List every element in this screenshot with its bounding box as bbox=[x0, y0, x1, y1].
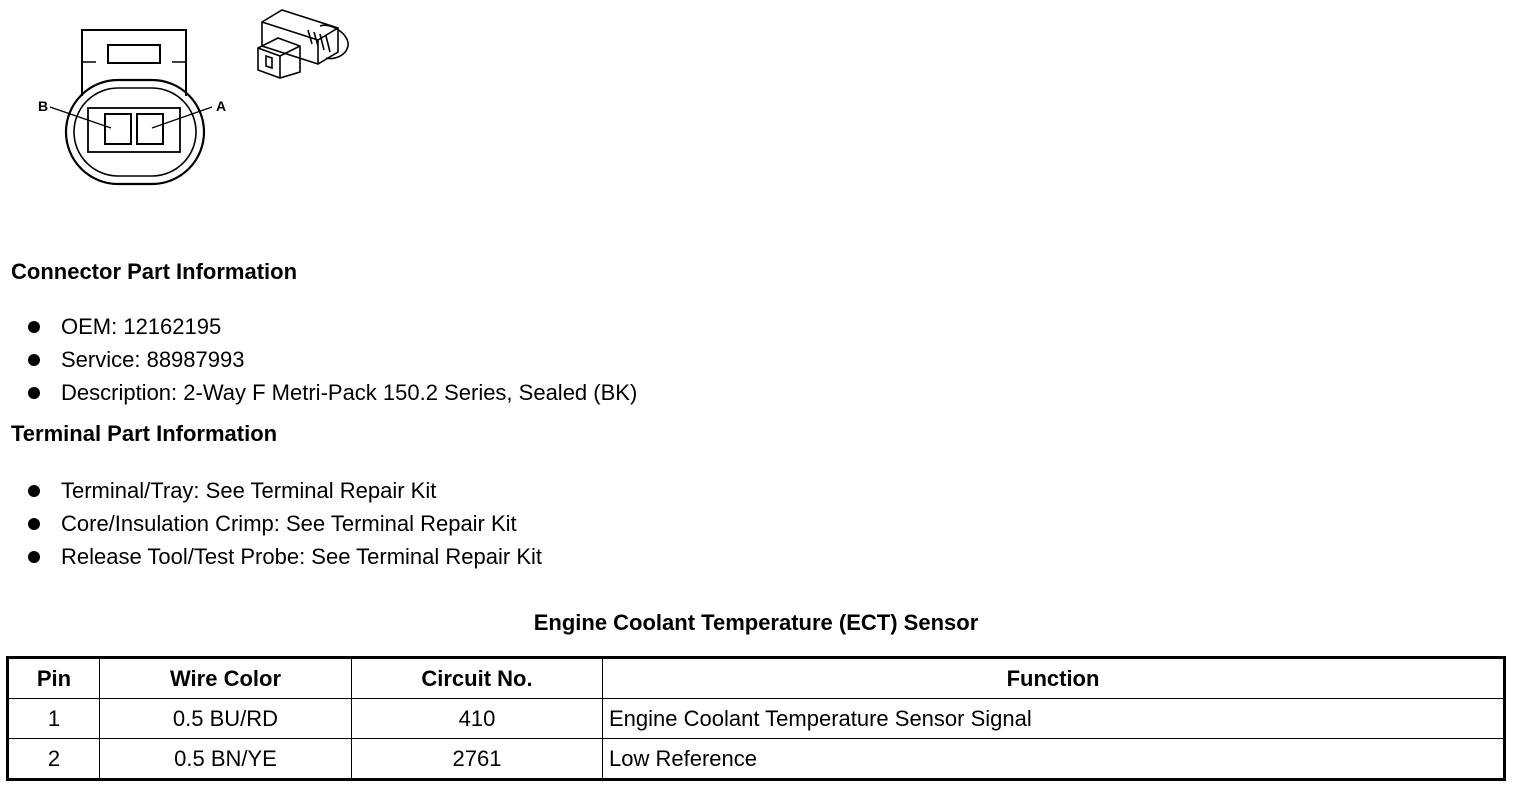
list-item-text: Service: 88987993 bbox=[61, 347, 245, 372]
connector-diagram bbox=[0, 0, 380, 200]
list-item-text: Core/Insulation Crimp: See Terminal Repair Kit bbox=[61, 511, 517, 536]
column-header-function: Function bbox=[603, 658, 1505, 699]
bullet-icon bbox=[28, 485, 40, 497]
terminal-part-info-list bbox=[28, 474, 542, 573]
list-item bbox=[28, 376, 637, 409]
connector-part-info-heading: Connector Part Information bbox=[11, 259, 298, 284]
list-item bbox=[28, 343, 637, 376]
bullet-icon bbox=[28, 387, 40, 399]
table-row bbox=[8, 699, 1505, 739]
cell-circuit-no: 410 bbox=[352, 699, 603, 739]
list-item-text: Release Tool/Test Probe: See Terminal Repair Kit bbox=[61, 544, 542, 569]
cell-wire-color: 0.5 BN/YE bbox=[100, 739, 352, 780]
table-row bbox=[8, 739, 1505, 780]
bullet-icon bbox=[28, 551, 40, 563]
list-item-text: OEM: 12162195 bbox=[61, 314, 222, 339]
list-item bbox=[28, 507, 542, 540]
list-item bbox=[28, 310, 637, 343]
list-item-text: Terminal/Tray: See Terminal Repair Kit bbox=[61, 478, 437, 503]
pin-a-label: A bbox=[216, 98, 227, 114]
cell-circuit-no: 2761 bbox=[352, 739, 603, 780]
cell-pin: 1 bbox=[8, 699, 100, 739]
pin-table bbox=[6, 656, 1506, 781]
bullet-icon bbox=[28, 518, 40, 530]
cell-wire-color: 0.5 BU/RD bbox=[100, 699, 352, 739]
list-item bbox=[28, 540, 542, 573]
column-header-pin: Pin bbox=[8, 658, 100, 699]
cell-pin: 2 bbox=[8, 739, 100, 780]
bullet-icon bbox=[28, 354, 40, 366]
terminal-part-info-heading: Terminal Part Information bbox=[11, 421, 278, 446]
connector-isometric-view bbox=[0, 0, 380, 200]
cell-function: Low Reference bbox=[603, 739, 1505, 780]
list-item bbox=[28, 474, 542, 507]
list-item-text: Description: 2-Way F Metri-Pack 150.2 Series, Sealed (BK) bbox=[61, 380, 638, 405]
column-header-circuit-no: Circuit No. bbox=[352, 658, 603, 699]
pin-b-label: B bbox=[38, 98, 49, 114]
table-header-row bbox=[8, 658, 1505, 699]
connector-part-info-list bbox=[28, 310, 637, 409]
column-header-wire-color: Wire Color bbox=[100, 658, 352, 699]
bullet-icon bbox=[28, 321, 40, 333]
pin-table-title: Engine Coolant Temperature (ECT) Sensor bbox=[533, 610, 979, 635]
cell-function: Engine Coolant Temperature Sensor Signal bbox=[603, 699, 1505, 739]
